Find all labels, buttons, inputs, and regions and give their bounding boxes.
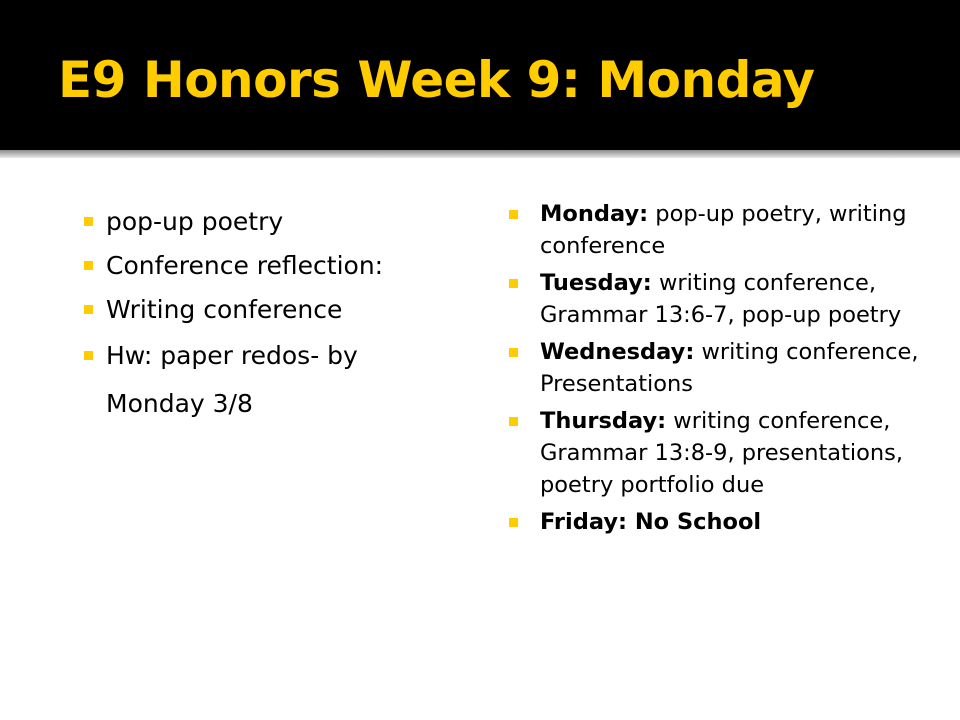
square-bullet-icon [84,305,93,314]
square-bullet-icon [509,348,518,357]
schedule-item-friday [509,506,929,538]
schedule-text: writing conference, Grammar 13:8-9, presentations, poetry portfolio due [540,408,904,498]
agenda-item [84,332,464,428]
slide-title: E9 Honors Week 9: Monday [58,51,815,109]
agenda-item-text: pop-up poetry [106,207,284,236]
agenda-item-text: Conference reflection: [106,251,384,280]
square-bullet-icon [509,279,518,288]
schedule-item-thursday [509,405,929,501]
schedule-day: Friday: No School [540,509,762,535]
agenda-list [84,200,464,428]
square-bullet-icon [509,518,518,527]
square-bullet-icon [84,351,93,360]
schedule-day: Tuesday: [540,270,652,296]
schedule-item-monday [509,198,929,262]
schedule-day: Wednesday: [540,339,695,365]
weekly-schedule-list [509,198,929,543]
schedule-item-tuesday [509,267,929,331]
agenda-item [84,244,464,288]
square-bullet-icon [84,217,93,226]
square-bullet-icon [509,417,518,426]
agenda-item-text: Hw: paper redos- by Monday 3/8 [106,341,358,418]
square-bullet-icon [509,210,518,219]
agenda-item [84,288,464,332]
schedule-text: writing conference, Presentations [540,339,919,397]
agenda-item [84,200,464,244]
schedule-text: writing conference, Grammar 13:6-7, pop-up poetry [540,270,902,328]
schedule-day: Monday: [540,201,649,227]
schedule-text: pop-up poetry, writing conference [540,201,907,259]
schedule-item-wednesday [509,336,929,400]
title-divider [0,150,960,158]
agenda-item-text: Writing conference [106,295,343,324]
square-bullet-icon [84,261,93,270]
schedule-day: Thursday: [540,408,667,434]
